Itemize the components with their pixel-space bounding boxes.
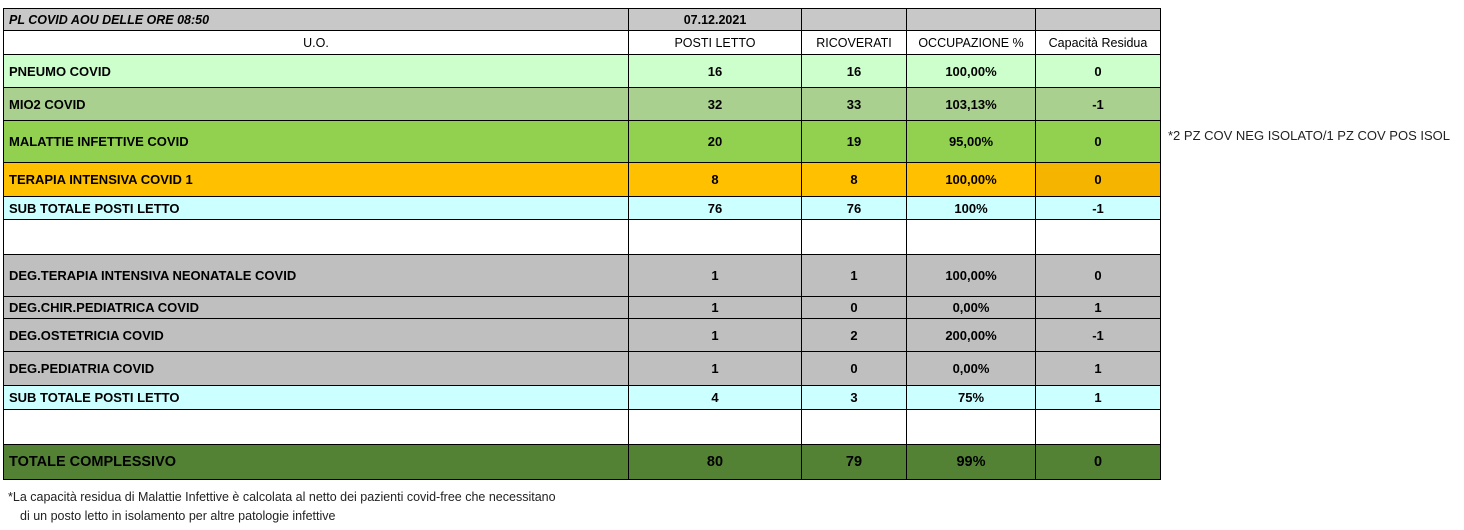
cell-capacita-residua: 0 bbox=[1036, 55, 1161, 88]
cell-capacita-residua: 1 bbox=[1036, 386, 1161, 410]
cell-posti-letto: 16 bbox=[629, 55, 802, 88]
covid-beds-table bbox=[3, 8, 1161, 480]
col-header-uo: U.O. bbox=[4, 31, 629, 55]
cell-posti-letto: 32 bbox=[629, 88, 802, 121]
table-row bbox=[4, 386, 1161, 410]
cell-posti-letto: 80 bbox=[629, 445, 802, 480]
cell-ricoverati: 2 bbox=[802, 319, 907, 352]
cell-uo: PNEUMO COVID bbox=[4, 55, 629, 88]
title-row bbox=[4, 9, 1161, 31]
footnote-line-1: *La capacità residua di Malattie Infettive è calcolata al netto dei pazienti covid-free che necessitano bbox=[8, 490, 556, 504]
cell-uo: SUB TOTALE POSTI LETTO bbox=[4, 386, 629, 410]
cell-ricoverati: 8 bbox=[802, 163, 907, 197]
col-header-ricoverati: RICOVERATI bbox=[802, 31, 907, 55]
footnote-line-2: di un posto letto in isolamento per altre patologie infettive bbox=[20, 509, 336, 523]
cell-capacita-residua: 0 bbox=[1036, 445, 1161, 480]
cell-posti-letto: 1 bbox=[629, 319, 802, 352]
cell-posti-letto: 20 bbox=[629, 121, 802, 163]
cell-occupazione: 103,13% bbox=[907, 88, 1036, 121]
cell-capacita-residua: 1 bbox=[1036, 297, 1161, 319]
cell-uo: DEG.TERAPIA INTENSIVA NEONATALE COVID bbox=[4, 255, 629, 297]
cell-uo: MIO2 COVID bbox=[4, 88, 629, 121]
cell-ricoverati: 3 bbox=[802, 386, 907, 410]
table-row bbox=[4, 319, 1161, 352]
cell-ricoverati bbox=[802, 220, 907, 255]
cell-ricoverati: 1 bbox=[802, 255, 907, 297]
cell-ricoverati: 0 bbox=[802, 352, 907, 386]
cell-capacita-residua bbox=[1036, 410, 1161, 445]
cell-capacita-residua: 0 bbox=[1036, 255, 1161, 297]
side-note: *2 PZ COV NEG ISOLATO/1 PZ COV POS ISOL bbox=[1168, 128, 1450, 143]
cell-occupazione: 200,00% bbox=[907, 319, 1036, 352]
cell-occupazione: 95,00% bbox=[907, 121, 1036, 163]
cell-uo: SUB TOTALE POSTI LETTO bbox=[4, 197, 629, 220]
cell-occupazione bbox=[907, 410, 1036, 445]
cell-occupazione: 100,00% bbox=[907, 255, 1036, 297]
cell-capacita-residua: 0 bbox=[1036, 163, 1161, 197]
cell-uo bbox=[4, 220, 629, 255]
cell-occupazione: 99% bbox=[907, 445, 1036, 480]
cell-ricoverati: 0 bbox=[802, 297, 907, 319]
cell-capacita-residua: -1 bbox=[1036, 88, 1161, 121]
table-row bbox=[4, 352, 1161, 386]
title-blank-cell bbox=[1036, 9, 1161, 31]
cell-uo: TOTALE COMPLESSIVO bbox=[4, 445, 629, 480]
cell-posti-letto: 1 bbox=[629, 255, 802, 297]
title-blank-cell bbox=[802, 9, 907, 31]
cell-occupazione bbox=[907, 220, 1036, 255]
cell-occupazione: 75% bbox=[907, 386, 1036, 410]
cell-capacita-residua bbox=[1036, 220, 1161, 255]
cell-posti-letto: 1 bbox=[629, 297, 802, 319]
table-row bbox=[4, 55, 1161, 88]
table-row bbox=[4, 197, 1161, 220]
column-header-row bbox=[4, 31, 1161, 55]
cell-ricoverati: 79 bbox=[802, 445, 907, 480]
cell-posti-letto: 4 bbox=[629, 386, 802, 410]
cell-capacita-residua: -1 bbox=[1036, 197, 1161, 220]
empty-row bbox=[4, 220, 1161, 255]
cell-ricoverati bbox=[802, 410, 907, 445]
cell-posti-letto: 8 bbox=[629, 163, 802, 197]
cell-ricoverati: 19 bbox=[802, 121, 907, 163]
cell-uo: TERAPIA INTENSIVA COVID 1 bbox=[4, 163, 629, 197]
cell-occupazione: 100% bbox=[907, 197, 1036, 220]
cell-uo: MALATTIE INFETTIVE COVID bbox=[4, 121, 629, 163]
cell-occupazione: 100,00% bbox=[907, 55, 1036, 88]
footnote bbox=[8, 488, 556, 526]
cell-capacita-residua: 1 bbox=[1036, 352, 1161, 386]
table-row bbox=[4, 297, 1161, 319]
table-row bbox=[4, 255, 1161, 297]
table-row bbox=[4, 121, 1161, 163]
cell-capacita-residua: 0 bbox=[1036, 121, 1161, 163]
table-row bbox=[4, 163, 1161, 197]
cell-ricoverati: 76 bbox=[802, 197, 907, 220]
table-row bbox=[4, 88, 1161, 121]
col-header-posti-letto: POSTI LETTO bbox=[629, 31, 802, 55]
table-row bbox=[4, 445, 1161, 480]
cell-posti-letto bbox=[629, 220, 802, 255]
cell-posti-letto bbox=[629, 410, 802, 445]
report-date: 07.12.2021 bbox=[629, 9, 802, 31]
col-header-occupazione: OCCUPAZIONE % bbox=[907, 31, 1036, 55]
title-blank-cell bbox=[907, 9, 1036, 31]
cell-uo: DEG.CHIR.PEDIATRICA COVID bbox=[4, 297, 629, 319]
cell-posti-letto: 76 bbox=[629, 197, 802, 220]
empty-row bbox=[4, 410, 1161, 445]
cell-capacita-residua: -1 bbox=[1036, 319, 1161, 352]
cell-uo bbox=[4, 410, 629, 445]
cell-uo: DEG.PEDIATRIA COVID bbox=[4, 352, 629, 386]
cell-ricoverati: 16 bbox=[802, 55, 907, 88]
cell-uo: DEG.OSTETRICIA COVID bbox=[4, 319, 629, 352]
cell-occupazione: 0,00% bbox=[907, 297, 1036, 319]
cell-posti-letto: 1 bbox=[629, 352, 802, 386]
cell-ricoverati: 33 bbox=[802, 88, 907, 121]
col-header-capacita-residua: Capacità Residua bbox=[1036, 31, 1161, 55]
cell-occupazione: 100,00% bbox=[907, 163, 1036, 197]
report-title: PL COVID AOU DELLE ORE 08:50 bbox=[4, 9, 629, 31]
cell-occupazione: 0,00% bbox=[907, 352, 1036, 386]
